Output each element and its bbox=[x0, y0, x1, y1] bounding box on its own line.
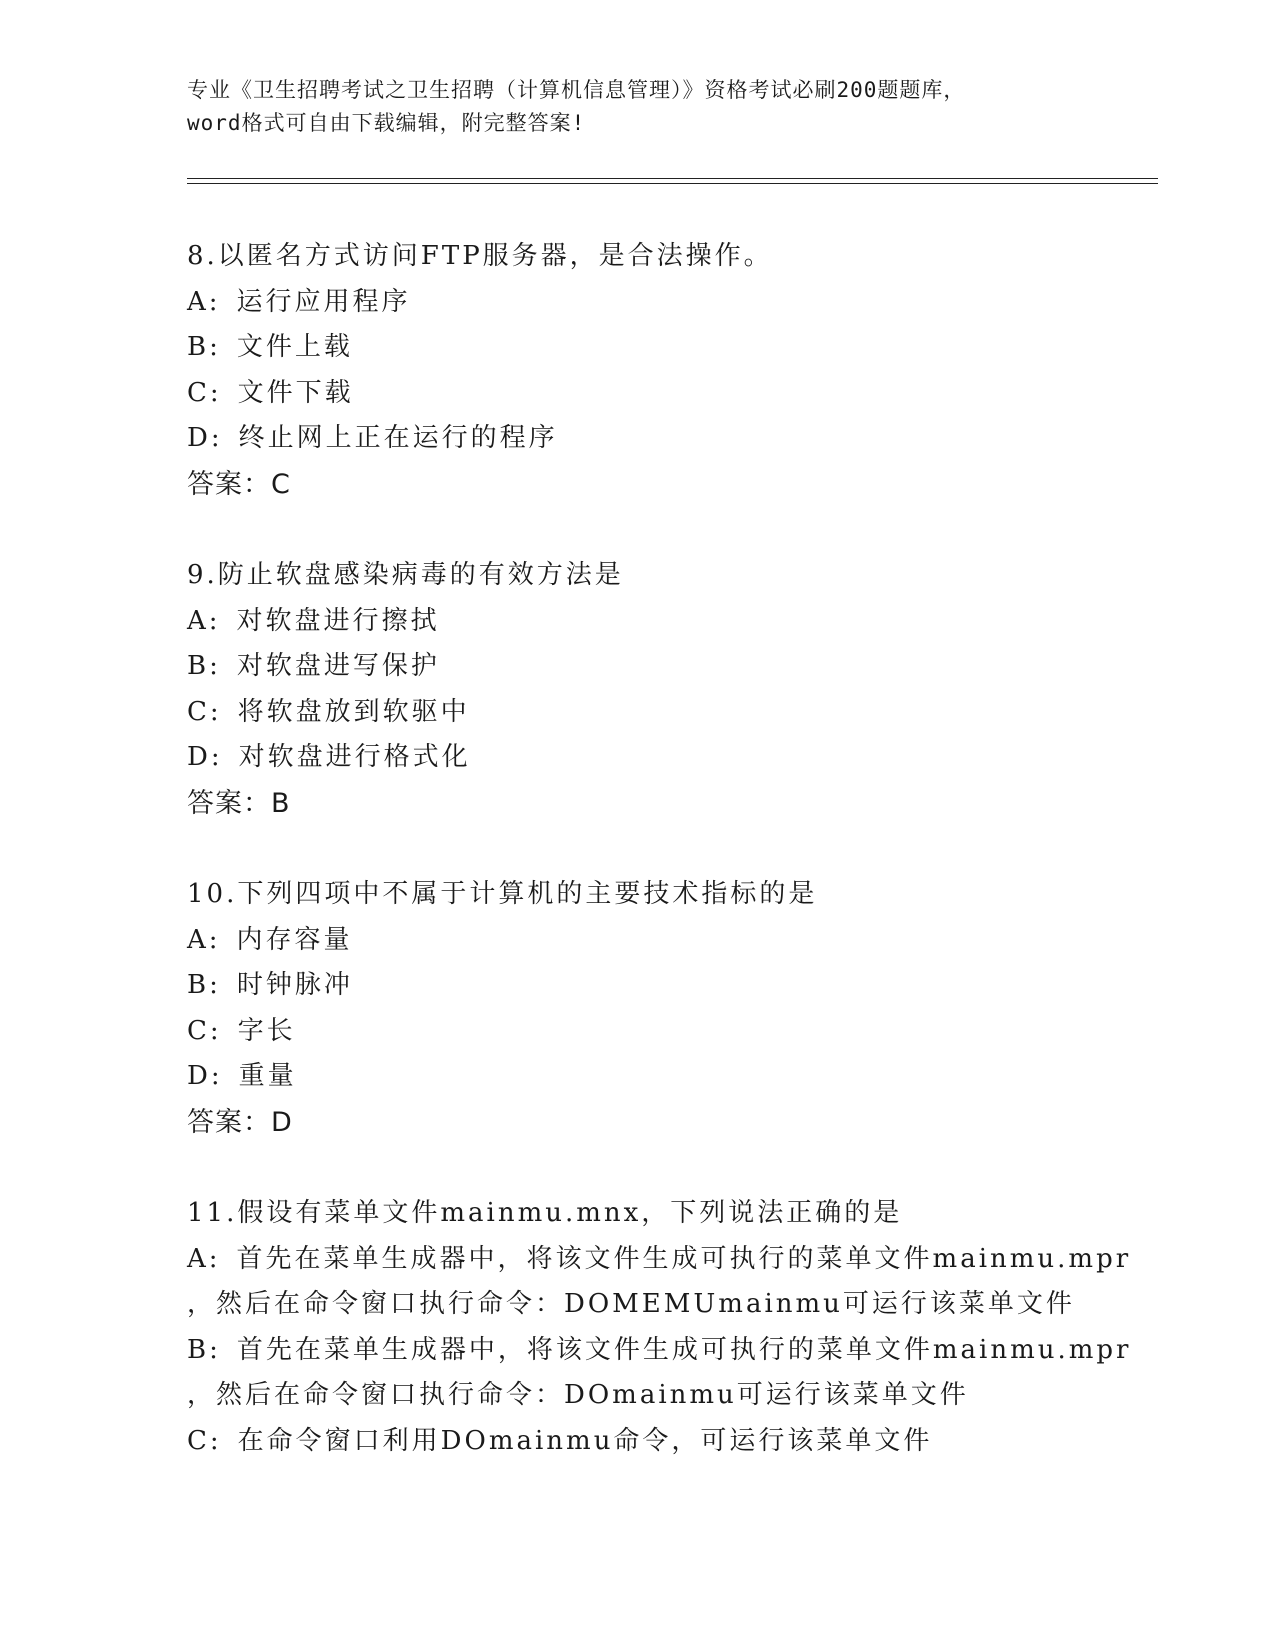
option-d bbox=[187, 1054, 1147, 1100]
option-letter: A: bbox=[187, 924, 221, 955]
option-d bbox=[187, 416, 1147, 462]
option-letter: B: bbox=[187, 1334, 221, 1365]
option-letter: D: bbox=[187, 742, 223, 772]
option-text: 内存容量 bbox=[236, 924, 353, 955]
option-letter: B: bbox=[187, 332, 221, 362]
question-item bbox=[187, 553, 1147, 826]
question-stem: 11.假设有菜单文件mainmu.mnx，下列说法正确的是 bbox=[187, 1198, 903, 1228]
question-stem: 9.防止软盘感染病毒的有效方法是 bbox=[187, 560, 624, 590]
option-letter: C: bbox=[187, 696, 222, 727]
option-letter: B: bbox=[187, 970, 221, 1000]
option-c bbox=[187, 1009, 1147, 1055]
option-text: 对软盘进行格式化 bbox=[238, 742, 471, 772]
option-b bbox=[187, 644, 1147, 690]
answer-line: 答案：D bbox=[187, 1106, 293, 1138]
option-text: 运行应用程序 bbox=[236, 286, 411, 317]
header-title-line-2: word格式可自由下载编辑，附完整答案! bbox=[187, 111, 586, 135]
option-a-continuation: ，然后在命令窗口执行命令：DOMEMUmainmu可运行该菜单文件 bbox=[187, 1289, 1075, 1319]
option-a bbox=[187, 599, 1147, 645]
option-text: 在命令窗口利用DOmainmu命令，可运行该菜单文件 bbox=[237, 1425, 933, 1456]
option-d bbox=[187, 735, 1147, 781]
option-b bbox=[187, 325, 1147, 371]
option-text: 终止网上正在运行的程序 bbox=[238, 423, 558, 453]
option-letter: A: bbox=[187, 286, 221, 317]
option-a bbox=[187, 918, 1147, 964]
question-item bbox=[187, 872, 1147, 1145]
option-letter: C: bbox=[187, 1015, 222, 1046]
option-letter: A: bbox=[187, 605, 221, 636]
option-b-continuation: ，然后在命令窗口执行命令：DOmainmu可运行该菜单文件 bbox=[187, 1380, 969, 1410]
header-divider-top bbox=[187, 178, 1158, 179]
option-c bbox=[187, 1419, 1147, 1465]
option-text: 字长 bbox=[237, 1015, 296, 1046]
question-stem: 8.以匿名方式访问FTP服务器，是合法操作。 bbox=[187, 241, 773, 271]
option-letter: B: bbox=[187, 651, 221, 681]
question-item bbox=[187, 1191, 1147, 1464]
option-c bbox=[187, 690, 1147, 736]
option-text: 将软盘放到软驱中 bbox=[237, 696, 470, 727]
question-list bbox=[187, 234, 1147, 1510]
option-letter: A: bbox=[187, 1243, 221, 1274]
option-b bbox=[187, 1328, 1147, 1374]
option-text: 文件下载 bbox=[237, 377, 354, 408]
option-c bbox=[187, 371, 1147, 417]
question-item bbox=[187, 234, 1147, 507]
header-divider-bottom bbox=[187, 183, 1158, 184]
document-header bbox=[187, 74, 1087, 140]
option-a bbox=[187, 1237, 1147, 1283]
option-text: 对软盘进写保护 bbox=[236, 651, 440, 681]
header-title-line-1: 专业《卫生招聘考试之卫生招聘（计算机信息管理）》资格考试必刷200题题库， bbox=[187, 78, 966, 102]
option-text: 首先在菜单生成器中，将该文件生成可执行的菜单文件mainmu.mpr bbox=[236, 1243, 1132, 1274]
option-text: 对软盘进行擦拭 bbox=[236, 605, 440, 636]
option-a bbox=[187, 280, 1147, 326]
option-b bbox=[187, 963, 1147, 1009]
option-text: 重量 bbox=[238, 1061, 297, 1091]
option-letter: C: bbox=[187, 377, 222, 408]
option-letter: D: bbox=[187, 423, 223, 453]
option-text: 首先在菜单生成器中，将该文件生成可执行的菜单文件mainmu.mpr bbox=[236, 1334, 1132, 1365]
option-letter: D: bbox=[187, 1061, 223, 1091]
option-letter: C: bbox=[187, 1425, 222, 1456]
question-stem: 10.下列四项中不属于计算机的主要技术指标的是 bbox=[187, 879, 818, 909]
option-text: 时钟脉冲 bbox=[236, 970, 353, 1000]
answer-line: 答案：C bbox=[187, 468, 291, 500]
option-text: 文件上载 bbox=[236, 332, 353, 362]
answer-line: 答案：B bbox=[187, 787, 291, 819]
